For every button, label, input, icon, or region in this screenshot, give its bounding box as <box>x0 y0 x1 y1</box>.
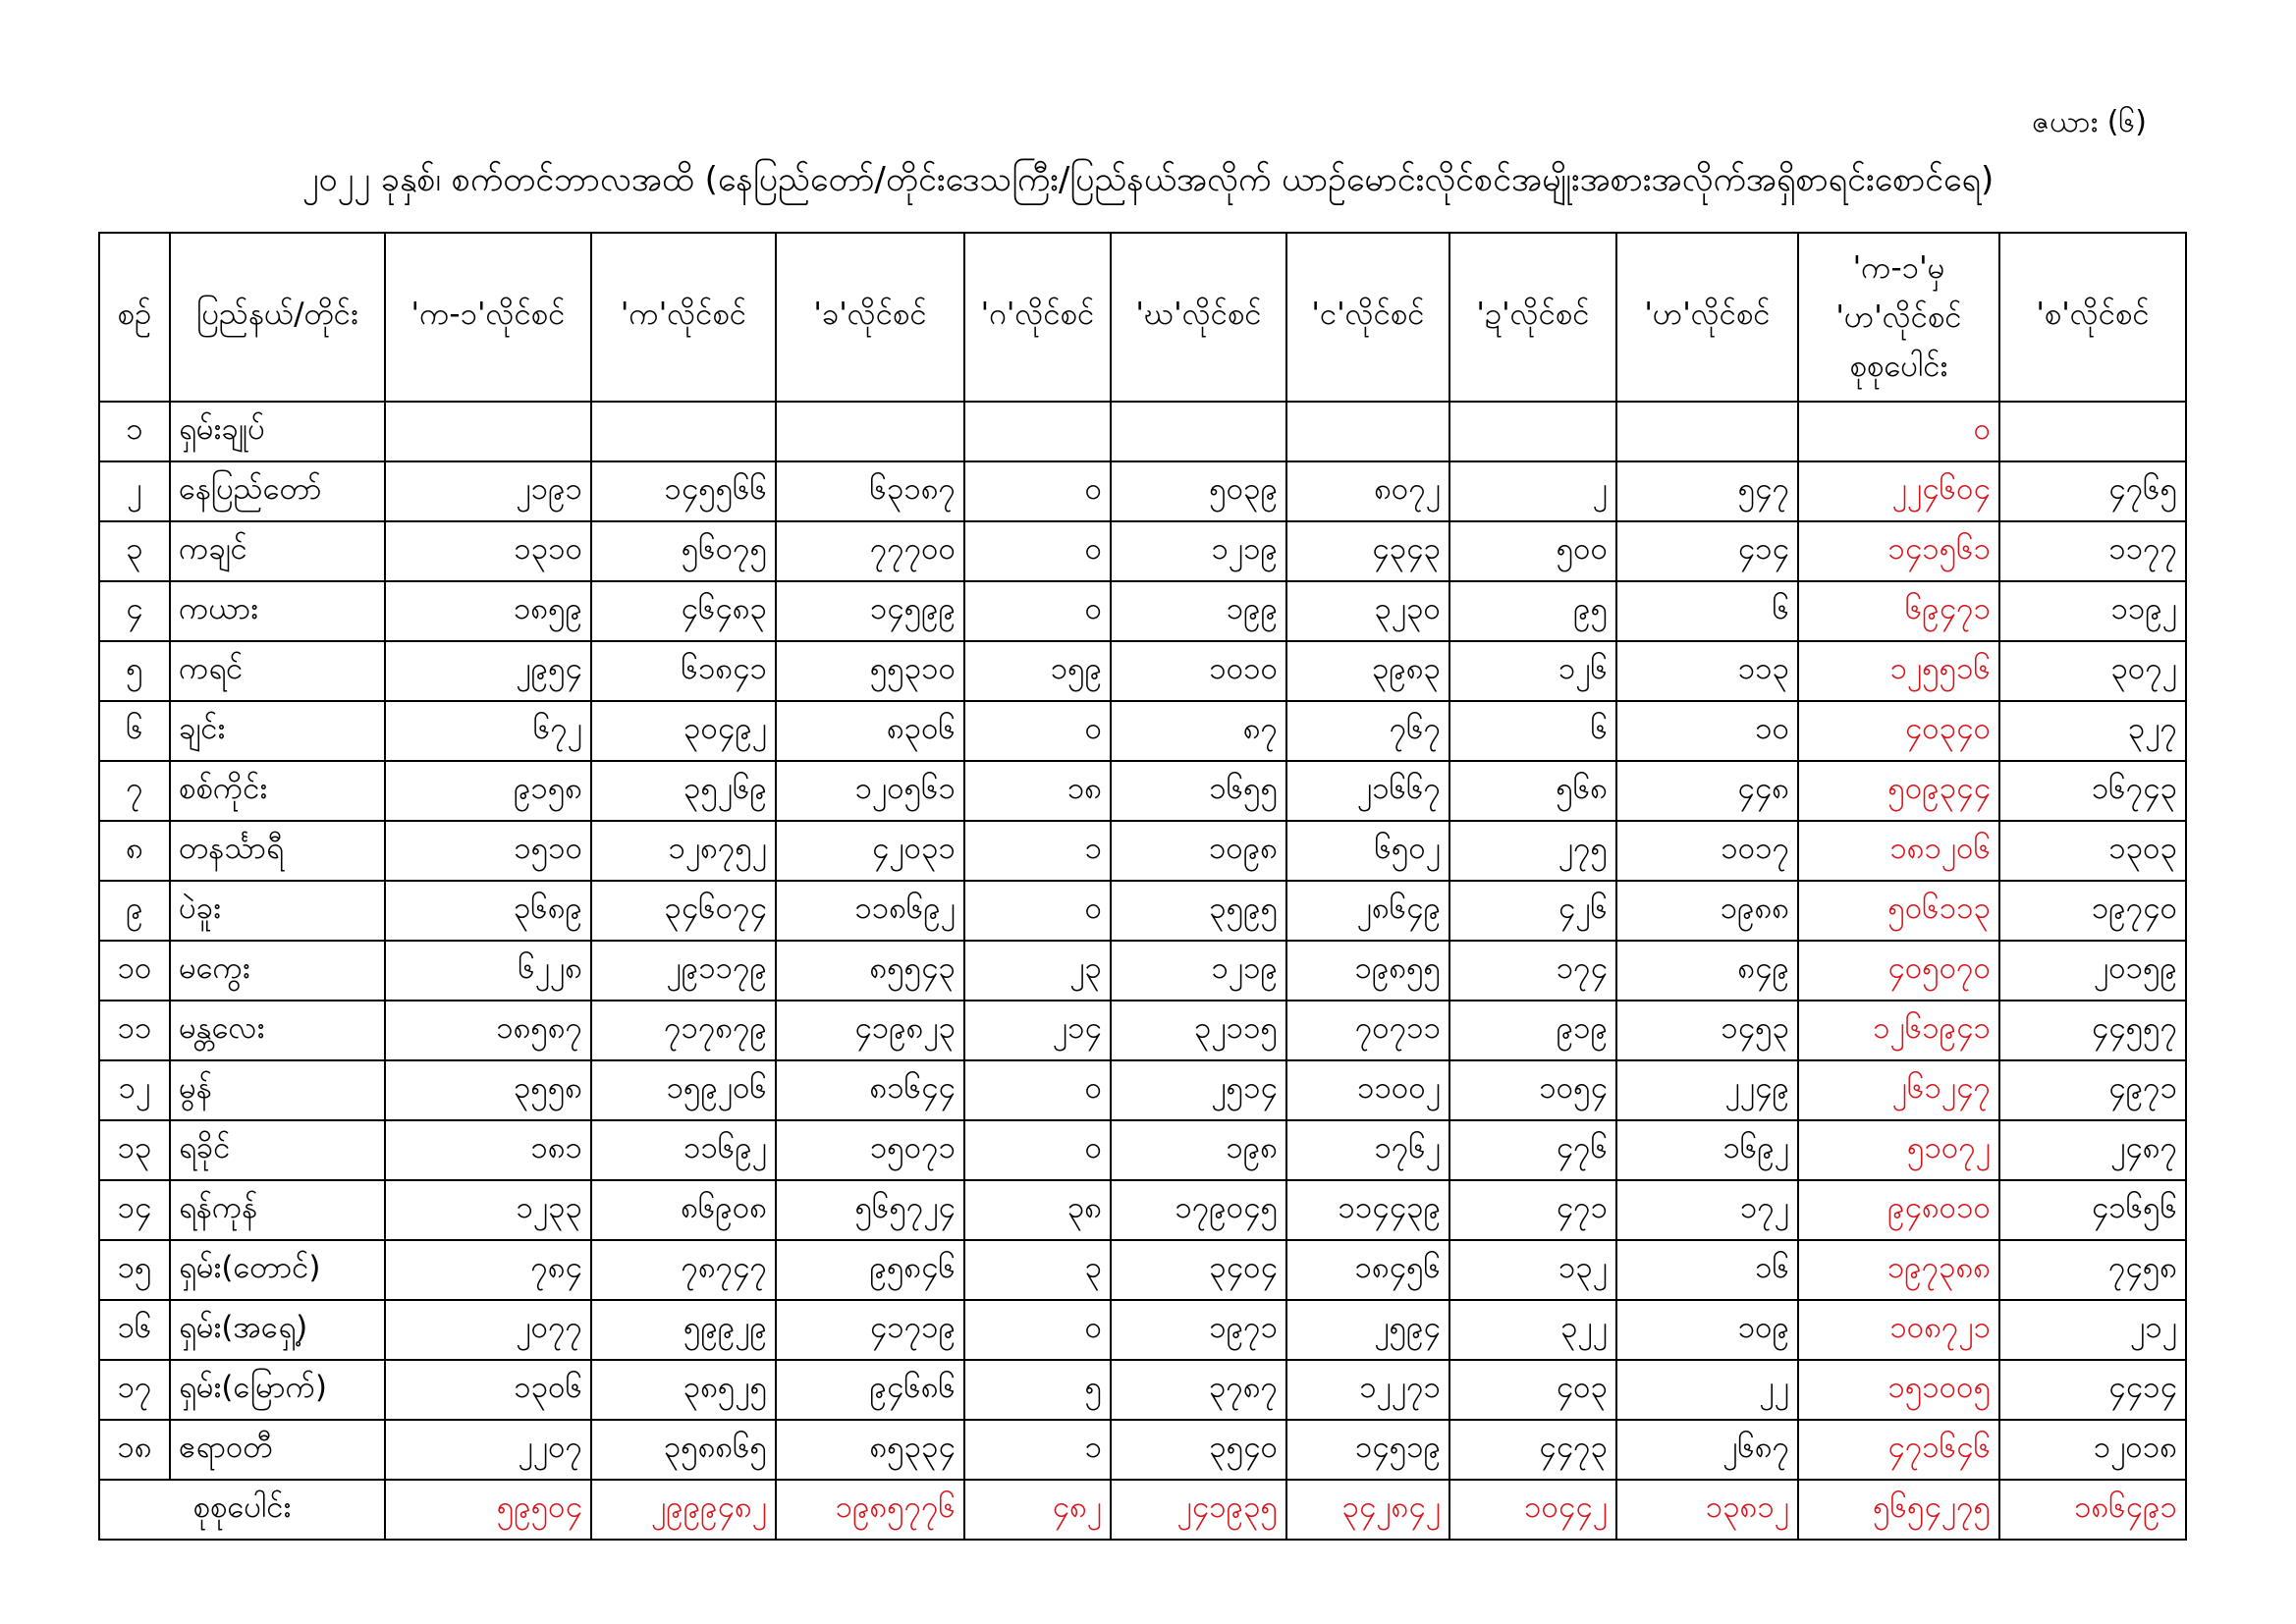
cell-sa: ၄၉၇၁ <box>1999 1060 2186 1120</box>
cell-sa: ၁၂၀၁၈ <box>1999 1420 2186 1480</box>
table-row <box>99 1120 2186 1180</box>
cell-gha: ၃၂၁၁၅ <box>1111 1001 1286 1060</box>
cell-sa: ၄၁၆၅၆ <box>1999 1180 2186 1240</box>
cell-ka1: ၁၈၁ <box>385 1120 591 1180</box>
cell-nya <box>1449 402 1616 461</box>
cell-nya: ၂ <box>1449 461 1616 521</box>
cell-name: ရန်ကုန် <box>170 1180 385 1240</box>
cell-no: ၁၁ <box>99 1001 170 1060</box>
cell-sa: ၁၁၇၇ <box>1999 521 2186 581</box>
cell-gha: ၅၀၃၉ <box>1111 461 1286 521</box>
cell-sa: ၄၄၅၅၇ <box>1999 1001 2186 1060</box>
cell-ha: ၁၆၉၂ <box>1616 1120 1798 1180</box>
cell-sum: ၁၉၇၃၈၈ <box>1798 1240 1999 1300</box>
total-kha: ၁၉၈၅၇၇၆ <box>776 1480 964 1540</box>
cell-nya: ၄၂၆ <box>1449 881 1616 941</box>
cell-no: ၁၂ <box>99 1060 170 1120</box>
header-nga: 'င'လိုင်စင် <box>1286 233 1449 402</box>
table-row <box>99 941 2186 1001</box>
cell-sa: ၇၄၅၈ <box>1999 1240 2186 1300</box>
cell-gha <box>1111 402 1286 461</box>
cell-nya: ၉၁၉ <box>1449 1001 1616 1060</box>
cell-nya: ၅၀၀ <box>1449 521 1616 581</box>
cell-ha: ၅၄၇ <box>1616 461 1798 521</box>
annex-label: ဇယား (၆) <box>2032 105 2147 139</box>
cell-gha: ၁၉၇၁ <box>1111 1300 1286 1360</box>
cell-kha: ၈၅၅၄၃ <box>776 941 964 1001</box>
total-ga: ၄၈၂ <box>964 1480 1111 1540</box>
cell-name: မန္တလေး <box>170 1001 385 1060</box>
cell-sa: ၃၀၇၂ <box>1999 641 2186 701</box>
cell-sum: ၄၇၁၆၄၆ <box>1798 1420 1999 1480</box>
cell-name: ဧရာဝတီ <box>170 1420 385 1480</box>
cell-ha: ၁၀၁၇ <box>1616 821 1798 881</box>
header-sum-line1: 'က-၁'မှ <box>1852 250 1945 286</box>
cell-kha: ၄၂၀၃၁ <box>776 821 964 881</box>
header-sum-line3: စုစုပေါင်း <box>1849 349 1948 384</box>
cell-ka: ၈၆၉၀၈ <box>591 1180 776 1240</box>
cell-sa: ၄၄၁၄ <box>1999 1360 2186 1420</box>
cell-no: ၆ <box>99 701 170 761</box>
cell-ha: ၂၂၄၉ <box>1616 1060 1798 1120</box>
cell-gha: ၁၆၅၅ <box>1111 761 1286 821</box>
cell-no: ၁၆ <box>99 1300 170 1360</box>
cell-nga: ၈၀၇၂ <box>1286 461 1449 521</box>
total-label: စုစုပေါင်း <box>99 1480 385 1540</box>
cell-ga: ၀ <box>964 521 1111 581</box>
cell-kha: ၉၅၈၄၆ <box>776 1240 964 1300</box>
cell-sa: ၂၀၁၅၉ <box>1999 941 2186 1001</box>
cell-sum: ၅၀၆၁၁၃ <box>1798 881 1999 941</box>
cell-nga: ၃၂၃၀ <box>1286 581 1449 641</box>
cell-name: ရှမ်း(မြောက်) <box>170 1360 385 1420</box>
table-row <box>99 1420 2186 1480</box>
cell-name: ရှမ်း(အရှေ့) <box>170 1300 385 1360</box>
table-body <box>99 402 2186 1540</box>
cell-ga: ၀ <box>964 1120 1111 1180</box>
cell-kha: ၈၃၀၆ <box>776 701 964 761</box>
table-row <box>99 1180 2186 1240</box>
cell-ka: ၁၂၈၇၅၂ <box>591 821 776 881</box>
cell-no: ၂ <box>99 461 170 521</box>
cell-gha: ၁၉၈ <box>1111 1120 1286 1180</box>
cell-name: ရှမ်းချုပ် <box>170 402 385 461</box>
cell-ha <box>1616 402 1798 461</box>
cell-gha: ၂၅၁၄ <box>1111 1060 1286 1120</box>
cell-sa: ၁၁၉၂ <box>1999 581 2186 641</box>
cell-gha: ၃၅၉၅ <box>1111 881 1286 941</box>
cell-ka1: ၆၂၂၈ <box>385 941 591 1001</box>
cell-sum: ၀ <box>1798 402 1999 461</box>
total-ka: ၂၉၉၉၄၈၂ <box>591 1480 776 1540</box>
cell-nya: ၆ <box>1449 701 1616 761</box>
cell-sum: ၁၂၆၁၉၄၁ <box>1798 1001 1999 1060</box>
table-row <box>99 1360 2186 1420</box>
cell-sum: ၉၄၈၀၁၀ <box>1798 1180 1999 1240</box>
cell-no: ၁၈ <box>99 1420 170 1480</box>
cell-sa: ၃၂၇ <box>1999 701 2186 761</box>
header-nya: 'ဍ'လိုင်စင် <box>1449 233 1616 402</box>
cell-nga: ၂၁၆၆၇ <box>1286 761 1449 821</box>
cell-ka1: ၂၂၀၇ <box>385 1420 591 1480</box>
header-ha: 'ဟ'လိုင်စင် <box>1616 233 1798 402</box>
table-row <box>99 1300 2186 1360</box>
cell-nya: ၁၀၅၄ <box>1449 1060 1616 1120</box>
cell-ga <box>964 402 1111 461</box>
cell-ha: ၆ <box>1616 581 1798 641</box>
cell-name: ကယား <box>170 581 385 641</box>
cell-ga: ၀ <box>964 461 1111 521</box>
cell-nga: ၁၄၅၁၉ <box>1286 1420 1449 1480</box>
cell-sa: ၂၄၈၇ <box>1999 1120 2186 1180</box>
cell-nya: ၂၇၅ <box>1449 821 1616 881</box>
cell-name: ချင်း <box>170 701 385 761</box>
cell-kha: ၁၁၈၆၉၂ <box>776 881 964 941</box>
total-gha: ၂၄၁၉၃၅ <box>1111 1480 1286 1540</box>
cell-gha: ၁၀၁၀ <box>1111 641 1286 701</box>
cell-ga: ၂၃ <box>964 941 1111 1001</box>
cell-ga: ၁၅၉ <box>964 641 1111 701</box>
cell-ka: ၂၉၁၁၇၉ <box>591 941 776 1001</box>
total-sa: ၁၈၆၄၉၁ <box>1999 1480 2186 1540</box>
cell-kha: ၅၆၅၇၂၄ <box>776 1180 964 1240</box>
cell-ka1: ၁၈၅၉ <box>385 581 591 641</box>
cell-ga: ၀ <box>964 881 1111 941</box>
cell-ka1: ၁၈၅၈၇ <box>385 1001 591 1060</box>
header-ka: 'က'လိုင်စင် <box>591 233 776 402</box>
cell-name: တနင်္သာရီ <box>170 821 385 881</box>
cell-gha: ၁၀၉၈ <box>1111 821 1286 881</box>
cell-kha: ၈၅၃၃၄ <box>776 1420 964 1480</box>
table-row <box>99 581 2186 641</box>
cell-ka1: ၂၁၉၁ <box>385 461 591 521</box>
cell-ka1: ၁၃၁၀ <box>385 521 591 581</box>
cell-no: ၅ <box>99 641 170 701</box>
cell-nya: ၄၀၃ <box>1449 1360 1616 1420</box>
cell-name: ကရင် <box>170 641 385 701</box>
cell-ga: ၀ <box>964 1300 1111 1360</box>
table-row <box>99 521 2186 581</box>
cell-ka: ၆၁၈၄၁ <box>591 641 776 701</box>
cell-nga: ၂၈၆၄၉ <box>1286 881 1449 941</box>
cell-kha: ၄၁၉၈၂၃ <box>776 1001 964 1060</box>
cell-kha: ၉၄၆၈၆ <box>776 1360 964 1420</box>
cell-ga: ၅ <box>964 1360 1111 1420</box>
cell-kha <box>776 402 964 461</box>
cell-sum: ၁၀၈၇၂၁ <box>1798 1300 1999 1360</box>
cell-nga: ၁၁၄၄၃၉ <box>1286 1180 1449 1240</box>
header-ka1: 'က-၁'လိုင်စင် <box>385 233 591 402</box>
cell-ka1: ၃၆၈၉ <box>385 881 591 941</box>
cell-nga: ၃၉၈၃ <box>1286 641 1449 701</box>
cell-ka1: ၂၀၇၇ <box>385 1300 591 1360</box>
cell-ga: ၂၁၄ <box>964 1001 1111 1060</box>
cell-ka: ၃၈၅၂၅ <box>591 1360 776 1420</box>
cell-sa: ၂၁၂ <box>1999 1300 2186 1360</box>
cell-ga: ၀ <box>964 1060 1111 1120</box>
cell-kha: ၈၁၆၄၄ <box>776 1060 964 1120</box>
cell-name: ရခိုင် <box>170 1120 385 1180</box>
cell-nya: ၉၅ <box>1449 581 1616 641</box>
cell-no: ၁၄ <box>99 1180 170 1240</box>
cell-gha: ၁၂၁၉ <box>1111 941 1286 1001</box>
table-row <box>99 402 2186 461</box>
header-sum <box>1798 233 1999 402</box>
cell-ga: ၃ <box>964 1240 1111 1300</box>
cell-sum: ၅၀၉၃၄၄ <box>1798 761 1999 821</box>
cell-gha: ၃၇၈၇ <box>1111 1360 1286 1420</box>
cell-nga: ၁၈၄၅၆ <box>1286 1240 1449 1300</box>
cell-sum: ၁၄၁၅၆၁ <box>1798 521 1999 581</box>
table-row <box>99 461 2186 521</box>
cell-no: ၁၇ <box>99 1360 170 1420</box>
cell-gha: ၈၇ <box>1111 701 1286 761</box>
cell-ha: ၈၄၉ <box>1616 941 1798 1001</box>
header-sum-line2: 'ဟ'လိုင်စင် <box>1835 299 1962 335</box>
cell-nga: ၁၉၈၅၅ <box>1286 941 1449 1001</box>
cell-ha: ၂၆၈၇ <box>1616 1420 1798 1480</box>
cell-ka1: ၁၃၀၆ <box>385 1360 591 1420</box>
cell-nya: ၃၂၂ <box>1449 1300 1616 1360</box>
cell-no: ၁၅ <box>99 1240 170 1300</box>
header-sa: 'စ'လိုင်စင် <box>1999 233 2186 402</box>
cell-ga: ၁၈ <box>964 761 1111 821</box>
cell-ga: ၁ <box>964 1420 1111 1480</box>
cell-sa: ၁၆၇၄၃ <box>1999 761 2186 821</box>
cell-name: ကချင် <box>170 521 385 581</box>
cell-kha: ၁၅၀၇၁ <box>776 1120 964 1180</box>
cell-ka <box>591 402 776 461</box>
cell-ka1: ၁၂၃၃ <box>385 1180 591 1240</box>
cell-nga: ၄၃၄၃ <box>1286 521 1449 581</box>
cell-ka: ၇၁၇၈၇၉ <box>591 1001 776 1060</box>
table-row <box>99 1060 2186 1120</box>
cell-ka: ၄၆၄၈၃ <box>591 581 776 641</box>
cell-sum: ၄၀၅၀၇၀ <box>1798 941 1999 1001</box>
cell-sum: ၆၉၄၇၁ <box>1798 581 1999 641</box>
cell-name: ပဲခူး <box>170 881 385 941</box>
cell-ka: ၇၈၇၄၇ <box>591 1240 776 1300</box>
cell-ha: ၁၀ <box>1616 701 1798 761</box>
cell-kha: ၄၁၇၁၉ <box>776 1300 964 1360</box>
cell-no: ၃ <box>99 521 170 581</box>
cell-name: စစ်ကိုင်း <box>170 761 385 821</box>
cell-ga: ၁ <box>964 821 1111 881</box>
cell-ha: ၄၁၄ <box>1616 521 1798 581</box>
table-row <box>99 761 2186 821</box>
table-row <box>99 641 2186 701</box>
cell-nga: ၇၆၇ <box>1286 701 1449 761</box>
cell-nya: ၁၂၆ <box>1449 641 1616 701</box>
cell-gha: ၃၅၄၀ <box>1111 1420 1286 1480</box>
page-title: ၂၀၂၂ ခုနှစ်၊ စက်တင်ဘာလအထိ (နေပြည်တော်/တိုင်းဒေသကြီး/ပြည်နယ်အလိုက် ယာဉ်မောင်းလိုင်စင်အမျိုးအစားအလိုက်အရှိစာရင်းစောင်ရေ) <box>301 160 1995 199</box>
cell-no: ၁၀ <box>99 941 170 1001</box>
total-sum: ၅၆၅၄၂၇၅ <box>1798 1480 1999 1540</box>
license-table <box>98 232 2187 1541</box>
cell-gha: ၁၉၉ <box>1111 581 1286 641</box>
cell-ka: ၃၅၂၆၉ <box>591 761 776 821</box>
cell-gha: ၁၂၁၉ <box>1111 521 1286 581</box>
cell-sum: ၅၁၀၇၂ <box>1798 1120 1999 1180</box>
cell-ga: ၃၈ <box>964 1180 1111 1240</box>
total-ha: ၁၃၈၁၂ <box>1616 1480 1798 1540</box>
cell-no: ၁၃ <box>99 1120 170 1180</box>
cell-ka1: ၃၅၅၈ <box>385 1060 591 1120</box>
header-gha: 'ဃ'လိုင်စင် <box>1111 233 1286 402</box>
cell-sa: ၁၃၀၃ <box>1999 821 2186 881</box>
cell-ha: ၁၆ <box>1616 1240 1798 1300</box>
cell-kha: ၅၅၃၁၀ <box>776 641 964 701</box>
cell-sum: ၁၂၅၅၁၆ <box>1798 641 1999 701</box>
cell-ka1: ၆၇၂ <box>385 701 591 761</box>
cell-ka1: ၇၈၄ <box>385 1240 591 1300</box>
cell-ka: ၁၄၅၅၆၆ <box>591 461 776 521</box>
cell-sum: ၁၅၁၀၀၅ <box>1798 1360 1999 1420</box>
cell-gha: ၁၇၉၀၄၅ <box>1111 1180 1286 1240</box>
cell-no: ၄ <box>99 581 170 641</box>
total-row <box>99 1480 2186 1540</box>
cell-nga <box>1286 402 1449 461</box>
cell-no: ၈ <box>99 821 170 881</box>
cell-ha: ၂၂ <box>1616 1360 1798 1420</box>
cell-sa <box>1999 402 2186 461</box>
cell-nga: ၆၅၀၂ <box>1286 821 1449 881</box>
table-row <box>99 1240 2186 1300</box>
cell-nya: ၄၄၇၃ <box>1449 1420 1616 1480</box>
cell-kha: ၁၄၅၉၉ <box>776 581 964 641</box>
header-region: ပြည်နယ်/တိုင်း <box>170 233 385 402</box>
cell-no: ၉ <box>99 881 170 941</box>
cell-nya: ၅၆၈ <box>1449 761 1616 821</box>
cell-nya: ၁၃၂ <box>1449 1240 1616 1300</box>
cell-sa: ၄၇၆၅ <box>1999 461 2186 521</box>
cell-ka: ၅၆၀၇၅ <box>591 521 776 581</box>
cell-ka: ၅၉၉၂၉ <box>591 1300 776 1360</box>
table-row <box>99 1001 2186 1060</box>
header-row <box>99 233 2186 402</box>
table-row <box>99 701 2186 761</box>
cell-ha: ၁၄၅၃ <box>1616 1001 1798 1060</box>
table-row <box>99 881 2186 941</box>
cell-nga: ၁၁၀၀၂ <box>1286 1060 1449 1120</box>
cell-nga: ၂၅၉၄ <box>1286 1300 1449 1360</box>
cell-sa: ၁၉၇၄၀ <box>1999 881 2186 941</box>
cell-kha: ၇၇၇၀၀ <box>776 521 964 581</box>
table-row <box>99 821 2186 881</box>
cell-no: ၇ <box>99 761 170 821</box>
cell-ka: ၁၅၉၂၀၆ <box>591 1060 776 1120</box>
cell-gha: ၃၄၀၄ <box>1111 1240 1286 1300</box>
cell-no: ၁ <box>99 402 170 461</box>
cell-name: မွန် <box>170 1060 385 1120</box>
cell-kha: ၁၂၀၅၆၁ <box>776 761 964 821</box>
cell-ka1: ၉၁၅၈ <box>385 761 591 821</box>
cell-sum: ၂၂၄၆၀၄ <box>1798 461 1999 521</box>
total-nga: ၃၄၂၈၄၂ <box>1286 1480 1449 1540</box>
cell-ha: ၁၉၈၈ <box>1616 881 1798 941</box>
cell-ka: ၃၄၆၀၇၄ <box>591 881 776 941</box>
cell-nga: ၇၀၇၁၁ <box>1286 1001 1449 1060</box>
total-ka1: ၅၉၅၀၄ <box>385 1480 591 1540</box>
total-nya: ၁၀၄၄၂ <box>1449 1480 1616 1540</box>
cell-ga: ၀ <box>964 581 1111 641</box>
cell-name: နေပြည်တော် <box>170 461 385 521</box>
cell-nga: ၁၂၂၇၁ <box>1286 1360 1449 1420</box>
cell-ha: ၁၀၉ <box>1616 1300 1798 1360</box>
cell-ka1: ၂၉၅၄ <box>385 641 591 701</box>
header-kha: 'ခ'လိုင်စင် <box>776 233 964 402</box>
cell-nya: ၁၇၄ <box>1449 941 1616 1001</box>
cell-sum: ၄၀၃၄၀ <box>1798 701 1999 761</box>
header-ga: 'ဂ'လိုင်စင် <box>964 233 1111 402</box>
cell-name: မကွေး <box>170 941 385 1001</box>
cell-ka: ၁၁၆၉၂ <box>591 1120 776 1180</box>
cell-ka: ၃၅၈၈၆၅ <box>591 1420 776 1480</box>
cell-name: ရှမ်း(တောင်) <box>170 1240 385 1300</box>
cell-ka1 <box>385 402 591 461</box>
cell-sum: ၂၆၁၂၄၇ <box>1798 1060 1999 1120</box>
cell-ha: ၁၇၂ <box>1616 1180 1798 1240</box>
cell-ka: ၃၀၄၉၂ <box>591 701 776 761</box>
cell-ha: ၄၄၈ <box>1616 761 1798 821</box>
cell-ga: ၀ <box>964 701 1111 761</box>
cell-kha: ၆၃၁၈၇ <box>776 461 964 521</box>
header-no: စဉ် <box>99 233 170 402</box>
cell-sum: ၁၈၁၂၀၆ <box>1798 821 1999 881</box>
cell-nga: ၁၇၆၂ <box>1286 1120 1449 1180</box>
cell-nya: ၄၇၁ <box>1449 1180 1616 1240</box>
cell-ha: ၁၁၃ <box>1616 641 1798 701</box>
cell-ka1: ၁၅၁၀ <box>385 821 591 881</box>
cell-nya: ၄၇၆ <box>1449 1120 1616 1180</box>
